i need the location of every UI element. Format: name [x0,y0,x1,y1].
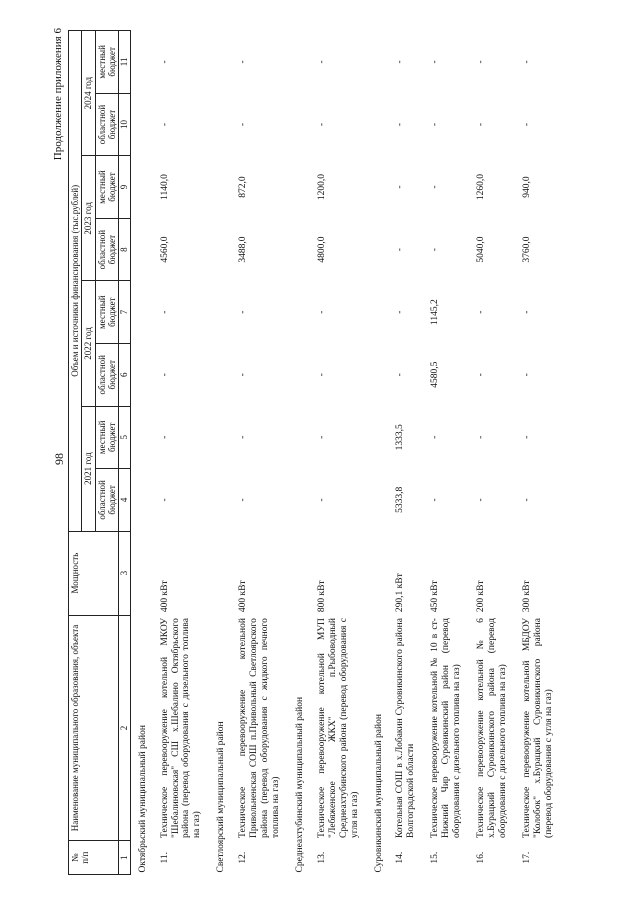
header-year-2021: 2021 год [82,406,95,531]
funding-value: - [238,310,249,314]
funding-value: - [476,498,487,502]
continuation-caption: Продолжение приложения 6 [52,28,64,161]
funding-value: 1333,5 [395,424,406,451]
funding-value: - [316,373,327,377]
object-name: Техническое перевооружение котельной № 10 в ст-Нижний Чир Суровикинский район (перевод оборудования с дизельного топлива на газ) [430,618,463,838]
table-body [130,31,560,875]
funding-value: - [395,310,406,314]
header-num: № п/п [69,841,119,875]
row-number: 15. [430,851,441,864]
funding-value: - [159,435,170,439]
funding-value: - [476,60,487,64]
regional-budget-header: областной бюджет [95,343,119,406]
funding-value: - [395,248,406,252]
table-row [231,31,288,875]
header-power: Мощность [69,531,119,615]
funding-value: - [159,60,170,64]
object-power: 450 кВт [430,580,441,613]
funding-value: - [430,60,441,64]
funding-value: - [316,310,327,314]
object-power: 290,1 кВт [395,573,406,613]
object-name: Техническое перевооружение котельной МКОУ "Шебалиновская" СШ х.Шебалино Октябрьского района (перевод оборудования с дизельного топлива на газ) [159,618,203,838]
object-name: Техническое перевооружение котельной МБДОУ "Колобок" х.Бурацкий Суровикинского района (перевод оборудования с угля на газ) [521,618,554,838]
header-funding: Объем и источники финансирования (тыс.рублей) [69,31,82,532]
funding-value: - [159,373,170,377]
funding-value: 3760,0 [521,236,532,263]
local-budget-header: местный бюджет [95,31,119,94]
column-number: 9 [119,156,130,219]
funding-value: - [521,310,532,314]
local-budget-header: местный бюджет [95,156,119,219]
regional-budget-header: областной бюджет [95,218,119,281]
funding-value: - [159,122,170,127]
regional-budget-header: областной бюджет [95,469,119,532]
column-number: 8 [119,218,130,281]
object-power: 400 кВт [238,580,249,613]
funding-value: - [430,435,441,439]
funding-value: - [238,60,249,64]
object-power: 800 кВт [316,580,327,613]
funding-value: 1140,0 [159,174,170,200]
row-number: 13. [316,851,327,864]
local-budget-header: местный бюджет [95,281,119,344]
funding-value: 940,0 [521,176,532,198]
funding-value: - [238,435,249,439]
funding-value: - [316,60,327,64]
funding-value: - [521,498,532,502]
funding-value: - [395,373,406,377]
funding-value: - [395,122,406,127]
funding-value: - [395,185,406,189]
funding-value: - [238,122,249,127]
funding-value: - [430,498,441,502]
table-row [423,31,469,875]
funding-value: 3488,0 [238,236,249,263]
funding-value: - [238,498,249,502]
column-number: 7 [119,281,130,344]
column-number: 11 [119,31,130,94]
regional-budget-header: областной бюджет [95,93,119,156]
column-number: 10 [119,93,130,156]
funding-value: 1200,0 [316,173,327,201]
object-power: 300 кВт [521,580,532,613]
funding-value: 872,0 [238,176,249,198]
funding-value: 5040,0 [476,236,487,263]
row-number: 12. [238,851,249,864]
column-number: 4 [119,469,130,532]
header-column-numbers [119,31,130,875]
funding-value: 1145,2 [430,299,441,326]
funding-value: - [159,310,170,314]
row-number: 16. [476,851,487,864]
funding-value: - [476,435,487,439]
header-year-2024: 2024 год [82,31,95,156]
funding-value: - [316,122,327,127]
section-title: Октябрьский муниципальный район [137,725,148,873]
funding-value: - [521,122,532,127]
object-name: Техническое перевооружение котельной № 6 х.Бурацкий Суровикинского района (перевод оборудования с дизельного топлива на газ) [476,618,508,838]
row-number: 17. [521,851,532,864]
funding-value: - [476,122,487,127]
table-row [310,31,367,875]
funding-value: - [476,310,487,314]
funding-value: - [316,435,327,439]
local-budget-header: местный бюджет [95,406,119,469]
section-row [367,31,389,875]
header-name: Наименование муниципального образования, объекта [69,615,119,841]
funding-value: - [476,373,487,377]
row-number: 11. [159,851,170,864]
funding-value: - [159,498,170,502]
table-row [153,31,210,875]
column-number: 5 [119,406,130,469]
funding-value: 4580,5 [430,361,441,388]
funding-table [68,30,561,875]
section-row [288,31,310,875]
funding-value: - [430,122,441,127]
section-title: Светлоярский муниципальный район [216,721,227,873]
column-number: 6 [119,343,130,406]
funding-value: - [238,373,249,377]
page-number: 98 [52,453,66,465]
section-title: Среднеахтубинский муниципальный район [294,696,305,873]
section-row [209,31,231,875]
funding-value: - [521,373,532,377]
column-number: 1 [119,841,130,875]
column-number: 3 [119,531,130,615]
funding-value: - [430,185,441,189]
column-number: 2 [119,615,130,841]
funding-value: - [521,435,532,439]
funding-value: 4800,0 [316,236,327,263]
object-name: Техническое перевооружение котельной МУП "Лебяженское ЖКХ" п.Рыбоводный Среднеахтубинского района (перевод оборудования с угля на газ) [316,618,360,838]
object-name: Котельная СОШ в х.Лобакин Суровикинского района Волгоградской области [395,618,417,838]
table-row [388,31,423,875]
funding-value: - [521,60,532,64]
funding-value: 5333,8 [395,486,406,513]
table-row [469,31,515,875]
object-power: 200 кВт [476,580,487,613]
table-row [515,31,561,875]
object-name: Техническое перевооружение котельной Привольненская СОШ п.Привольный Светлоярского района (перевод оборудования с жидкого печного топлива на газ) [238,618,282,838]
section-row [130,31,152,875]
funding-value: 4560,0 [159,236,170,263]
funding-value: - [395,60,406,64]
funding-value: - [430,248,441,252]
header-year-2023: 2023 год [82,156,95,281]
header-year-2022: 2022 год [82,281,95,406]
row-number: 14. [395,851,406,864]
section-title: Суровикинский муниципальный район [373,714,384,873]
object-power: 400 кВт [159,580,170,613]
funding-value: - [316,498,327,502]
funding-value: 1260,0 [476,173,487,201]
